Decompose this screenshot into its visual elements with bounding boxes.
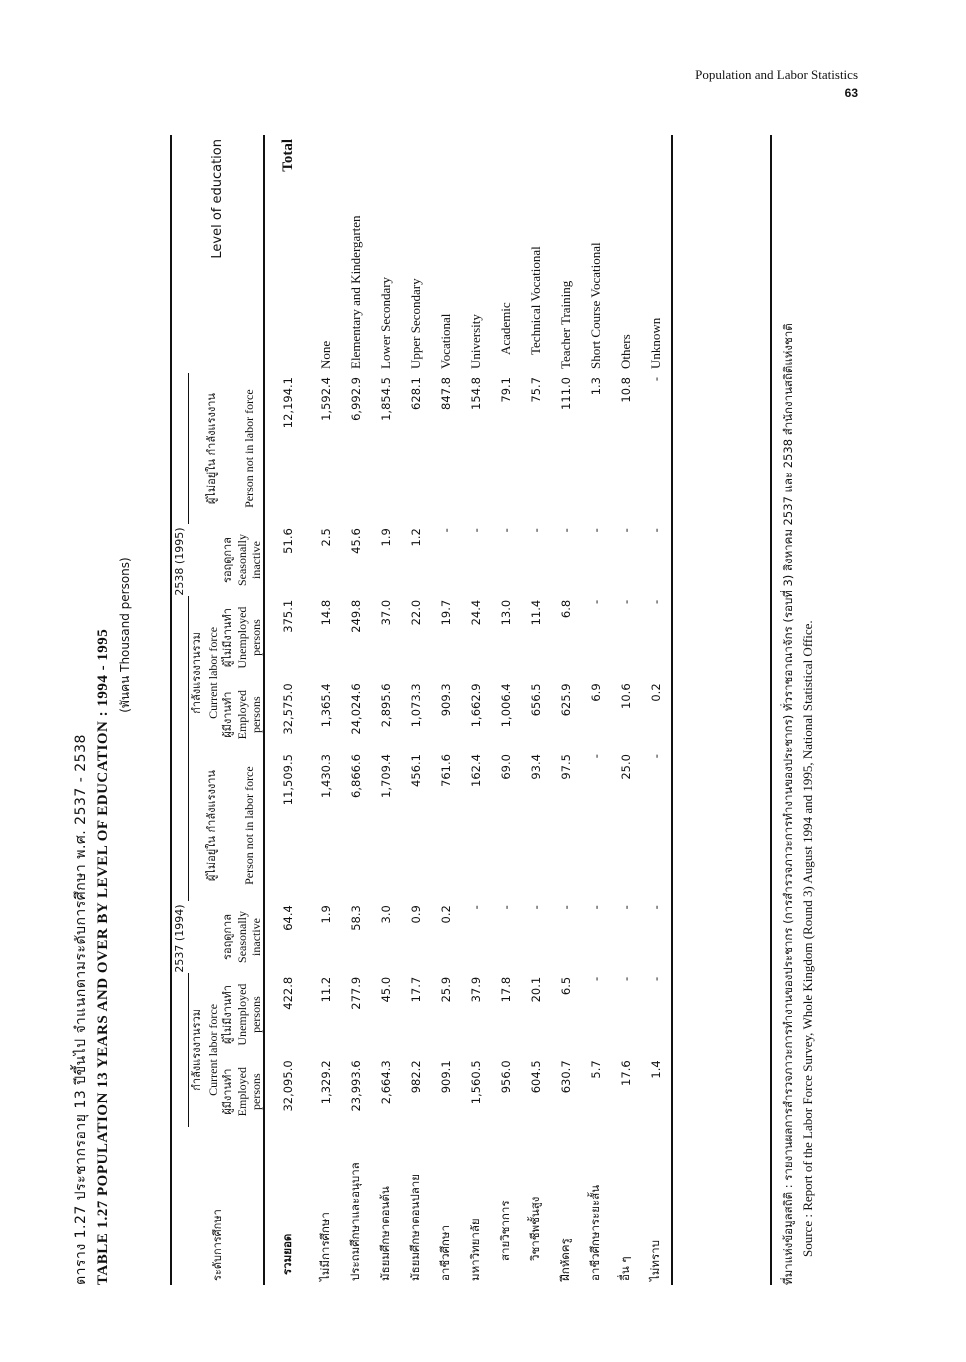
cell-value: 45.0 (379, 976, 393, 1003)
cell-value: 1.3 (589, 377, 603, 396)
cell-value: 25.9 (439, 976, 453, 1003)
cell-value: 0.2 (649, 683, 663, 702)
section-title: Population and Labor Statistics (695, 67, 858, 82)
seasonal-th-1995: รอฤดูกาล (221, 537, 234, 583)
cell-value: 20.1 (529, 976, 543, 1003)
total-value: 422.8 (281, 976, 295, 1010)
employed-th-1994: ผู้มีงานทำ (221, 1068, 234, 1115)
cell-value: 982.2 (409, 1060, 423, 1094)
cell-value: 1,073.3 (409, 683, 423, 728)
persons-label-1994b: persons (249, 996, 263, 1033)
cell-value: 1,662.9 (469, 683, 483, 728)
cell-value: 6.5 (559, 976, 573, 996)
row-label-th: ประถมศึกษาและอนุบาล (348, 1162, 362, 1281)
unemployed-th-1995: ผู้ไม่มีงานทำ (221, 608, 234, 668)
row-label-th: มหาวิทยาลัย (468, 1218, 482, 1281)
table-row (581, 135, 611, 1285)
cell-value: 17.7 (409, 976, 423, 1003)
total-value: 64.4 (281, 905, 295, 931)
cell-value: - (469, 528, 483, 533)
total-value: 32,575.0 (281, 683, 295, 735)
row-label-en: University (468, 314, 483, 369)
person-not-in-1995: Person not in labor force (242, 389, 256, 508)
cell-value: - (619, 599, 633, 604)
seasonal-en-1995 (235, 524, 264, 596)
employed-en-1995 (235, 679, 264, 750)
header-year-1995: 2538 (1995) (173, 527, 186, 596)
cell-value: - (529, 905, 543, 910)
source-english: Source : Report of the Labor Force Survey, Whole Kingdom (Round 3) August 1994 and 1995, National Statistical Office. (800, 620, 815, 1257)
cell-value: 1,709.4 (379, 754, 393, 798)
row-label-th: ไม่มีการศึกษา (318, 1212, 332, 1281)
cell-value: 847.8 (439, 377, 453, 410)
title-block (70, 105, 136, 1285)
cell-value: 1.9 (319, 905, 333, 924)
cell-value: 23,993.6 (349, 1060, 363, 1112)
cell-value: 154.8 (469, 377, 483, 410)
cell-value: - (649, 599, 663, 604)
row-label-en: Elementary and Kindergarten (348, 215, 363, 369)
cell-value: 1,560.5 (469, 1060, 483, 1105)
seasonal-en-1994 (235, 901, 264, 973)
persons-label-1994a: persons (249, 1073, 263, 1110)
table-row (401, 135, 431, 1285)
row-label-th: ไม่ทราบ (648, 1240, 662, 1281)
table-row (341, 135, 371, 1285)
employed-en-label-1994: Employed (235, 1067, 249, 1117)
cell-value: 2,895.6 (379, 683, 393, 728)
row-label-en: Teacher Training (558, 280, 573, 369)
cell-value: 6.8 (559, 599, 573, 619)
row-label-en: Vocational (438, 313, 453, 369)
employed-en-label-1995: Employed (235, 690, 249, 740)
cell-value: 604.5 (529, 1060, 543, 1094)
current-labor-en-1995: Current labor force (206, 626, 220, 719)
cell-value: - (619, 528, 633, 533)
seasonal-th-1994: รอฤดูกาล (221, 914, 234, 960)
cell-value: 14.8 (319, 599, 333, 626)
cell-value: 17.8 (499, 976, 513, 1003)
education-table (170, 135, 673, 1285)
cell-value: 1.4 (649, 1060, 663, 1079)
row-label-th: สายวิชาการ (498, 1200, 512, 1261)
cell-value: 0.9 (409, 905, 423, 924)
cell-value: 956.0 (499, 1060, 513, 1094)
cell-value: 909.1 (439, 1060, 453, 1094)
current-labor-th-1995: กำลังแรงงานรวม (190, 632, 203, 714)
cell-value: - (589, 905, 603, 910)
header-current-labor-1995 (189, 596, 222, 750)
unemployed-en-1995 (235, 596, 264, 680)
cell-value: 2,664.3 (379, 1060, 393, 1105)
cell-value: 11.2 (319, 976, 333, 1003)
cell-value: 69.0 (499, 754, 513, 780)
header-not-in-labor-th-1995: ผู้ไม่อยู่ใน กำลังแรงงาน (189, 373, 236, 524)
cell-value: 37.9 (469, 976, 483, 1003)
cell-value: - (589, 599, 603, 604)
header-year-1994: 2537 (1994) (173, 904, 186, 973)
seasonal-en-label-1995: Seasonally (235, 534, 249, 587)
cell-value: 1,592.4 (319, 377, 333, 421)
current-labor-th-1994: กำลังแรงงานรวม (190, 1009, 203, 1091)
page-number: 63 (844, 86, 858, 100)
row-label-th: วิชาชีพชั้นสูง (528, 1196, 542, 1261)
table-title-english: TABLE 1.27 POPULATION 13 YEARS AND OVER BY LEVEL OF EDUCATION : 1994 - 1995 (95, 628, 111, 1285)
cell-value: 1,854.5 (379, 377, 393, 421)
cell-value: 1,006.4 (499, 683, 513, 728)
row-label-th: อื่น ๆ (618, 1256, 632, 1281)
header-current-labor-1994 (189, 973, 222, 1127)
cell-value: 24,024.6 (349, 683, 363, 735)
cell-value: 1,329.2 (319, 1060, 333, 1105)
row-label-th: มัธยมศึกษาตอนต้น (378, 1186, 392, 1281)
cell-value: 24.4 (469, 599, 483, 626)
table-body (264, 135, 672, 1285)
employed-th-1995: ผู้มีงานทำ (221, 691, 234, 738)
cell-value: 17.6 (619, 1060, 633, 1086)
cell-value: 97.5 (559, 754, 573, 780)
footer (770, 105, 818, 1285)
cell-value: 761.6 (439, 754, 453, 787)
row-label-th: อาชีวศึกษาระยะสั้น (588, 1184, 602, 1281)
table-row (371, 135, 401, 1285)
cell-value: 628.1 (409, 377, 423, 410)
cell-value: - (589, 754, 603, 759)
cell-value: 6.9 (589, 683, 603, 702)
persons-label-1995a: persons (249, 696, 263, 734)
total-label-en: Total (279, 139, 296, 172)
total-value: 32,095.0 (281, 1060, 295, 1112)
cell-value: 6,992.9 (349, 377, 363, 421)
cell-value: 58.3 (349, 905, 363, 931)
cell-value: - (559, 528, 573, 533)
cell-value: - (499, 905, 513, 910)
unemployed-th-1994: ผู้ไม่มีงานทำ (221, 985, 234, 1045)
table-row (611, 135, 641, 1285)
cell-value: 19.7 (439, 599, 453, 626)
cell-value: - (559, 905, 573, 910)
cell-value: 79.1 (499, 377, 513, 403)
rotated-table-page (70, 105, 840, 1285)
row-label-en: None (318, 340, 333, 369)
table-row (431, 135, 461, 1285)
row-label-en: Others (618, 334, 633, 369)
row-label-en: Upper Secondary (408, 278, 423, 369)
total-row (264, 135, 311, 1285)
unemployed-en-1994 (235, 973, 264, 1057)
table-row (491, 135, 521, 1285)
cell-value: - (589, 976, 603, 981)
total-value: 12,194.1 (281, 377, 295, 429)
row-label-en: Academic (498, 302, 513, 355)
row-label-th: ฝึกหัดครู (558, 1238, 572, 1281)
cell-value: 45.6 (349, 528, 363, 554)
table-title-thai: ตาราง 1.27 ประชากรอายุ 13 ปีขึ้นไป จำแนกตามระดับการศึกษา พ.ศ. 2537 - 2538 (73, 734, 89, 1285)
employed-en-1994 (235, 1056, 264, 1127)
persons-label-1995b: persons (249, 619, 263, 656)
row-label-en: Unknown (648, 317, 663, 369)
table-row (461, 135, 491, 1285)
person-not-in-1994: Person not in labor force (242, 766, 256, 885)
cell-value: 93.4 (529, 754, 543, 780)
cell-value: 1.2 (409, 528, 423, 547)
header-level-th: ระดับการศึกษา (210, 1209, 224, 1281)
unemployed-en-label-1995: Unemployed (235, 606, 249, 669)
header-year-row (171, 135, 189, 1285)
total-value: 375.1 (281, 599, 295, 633)
cell-value: 6,866.6 (349, 754, 363, 798)
cell-value: - (649, 976, 663, 981)
cell-value: 13.0 (499, 599, 513, 626)
row-label-th: อาชีวศึกษา (438, 1225, 452, 1281)
cell-value: - (499, 528, 513, 533)
cell-value: 0.2 (439, 905, 453, 924)
cell-value: - (469, 905, 483, 910)
row-label-en: Lower Secondary (378, 276, 393, 369)
table-row (641, 135, 672, 1285)
inactive-label-1994: inactive (249, 917, 263, 956)
cell-value: - (649, 377, 663, 382)
cell-value: 75.7 (529, 377, 543, 403)
cell-value: 456.1 (409, 754, 423, 787)
cell-value: 10.8 (619, 377, 633, 403)
cell-value: 25.0 (619, 754, 633, 780)
cell-value: 909.3 (439, 683, 453, 717)
row-label-en: Short Course Vocational (588, 242, 603, 369)
cell-value: - (649, 528, 663, 533)
cell-value: 22.0 (409, 599, 423, 626)
cell-value: 656.5 (529, 683, 543, 717)
source-thai: ที่มาแห่งข้อมูลสถิติ : รายงานผลการสำรวจภาวะการทำงานของประชากร (การสำรวจภาวะการทำงานของประชากร) ทั่วราชอาณาจักร (รอบที่ 3) สิงหาคม 2537 และ 2538 สำนักงานสถิติแห่งชาติ (781, 323, 795, 1285)
current-labor-en-1994: Current labor force (206, 1003, 220, 1096)
cell-value: 11.4 (529, 599, 543, 626)
row-label-en: Technical Vocational (528, 246, 543, 355)
header-blank-1994 (189, 901, 222, 973)
header-blank-1995 (189, 524, 222, 596)
unemployed-en-label-1994: Unemployed (235, 983, 249, 1046)
cell-value: - (649, 905, 663, 910)
cell-value: - (619, 976, 633, 981)
table-row (521, 135, 551, 1285)
table-row (551, 135, 581, 1285)
total-label-th: รวมยอด (280, 1233, 294, 1275)
total-value: 11,509.5 (281, 754, 295, 806)
cell-value: - (439, 528, 453, 533)
inactive-label-1995: inactive (249, 541, 263, 579)
cell-value: 630.7 (559, 1060, 573, 1094)
footer-rule (770, 135, 772, 1285)
cell-value: 3.0 (379, 905, 393, 924)
table-unit: (พันคน Thousand persons) (118, 557, 132, 713)
cell-value: 625.9 (559, 683, 573, 717)
cell-value: 1.9 (379, 528, 393, 547)
seasonal-en-label-1994: Seasonally (235, 910, 249, 963)
cell-value: 1,430.3 (319, 754, 333, 798)
cell-value: 111.0 (559, 377, 573, 410)
header-not-in-labor-th-1994: ผู้ไม่อยู่ใน กำลังแรงงาน (189, 750, 236, 901)
cell-value: - (619, 905, 633, 910)
page-header (695, 66, 858, 102)
cell-value: 37.0 (379, 599, 393, 626)
table-row (311, 135, 341, 1285)
cell-value: 162.4 (469, 754, 483, 787)
cell-value: - (529, 528, 543, 533)
cell-value: 249.8 (349, 599, 363, 633)
cell-value: 10.6 (619, 683, 633, 709)
cell-value: 277.9 (349, 976, 363, 1010)
header-level-en: Level of education (209, 139, 225, 259)
row-label-th: มัธยมศึกษาตอนปลาย (408, 1174, 422, 1281)
cell-value: - (589, 528, 603, 533)
cell-value: 1,365.4 (319, 683, 333, 728)
cell-value: 5.7 (589, 1060, 603, 1079)
cell-value: 2.5 (319, 528, 333, 547)
total-value: 51.6 (281, 528, 295, 554)
cell-value: - (649, 754, 663, 759)
